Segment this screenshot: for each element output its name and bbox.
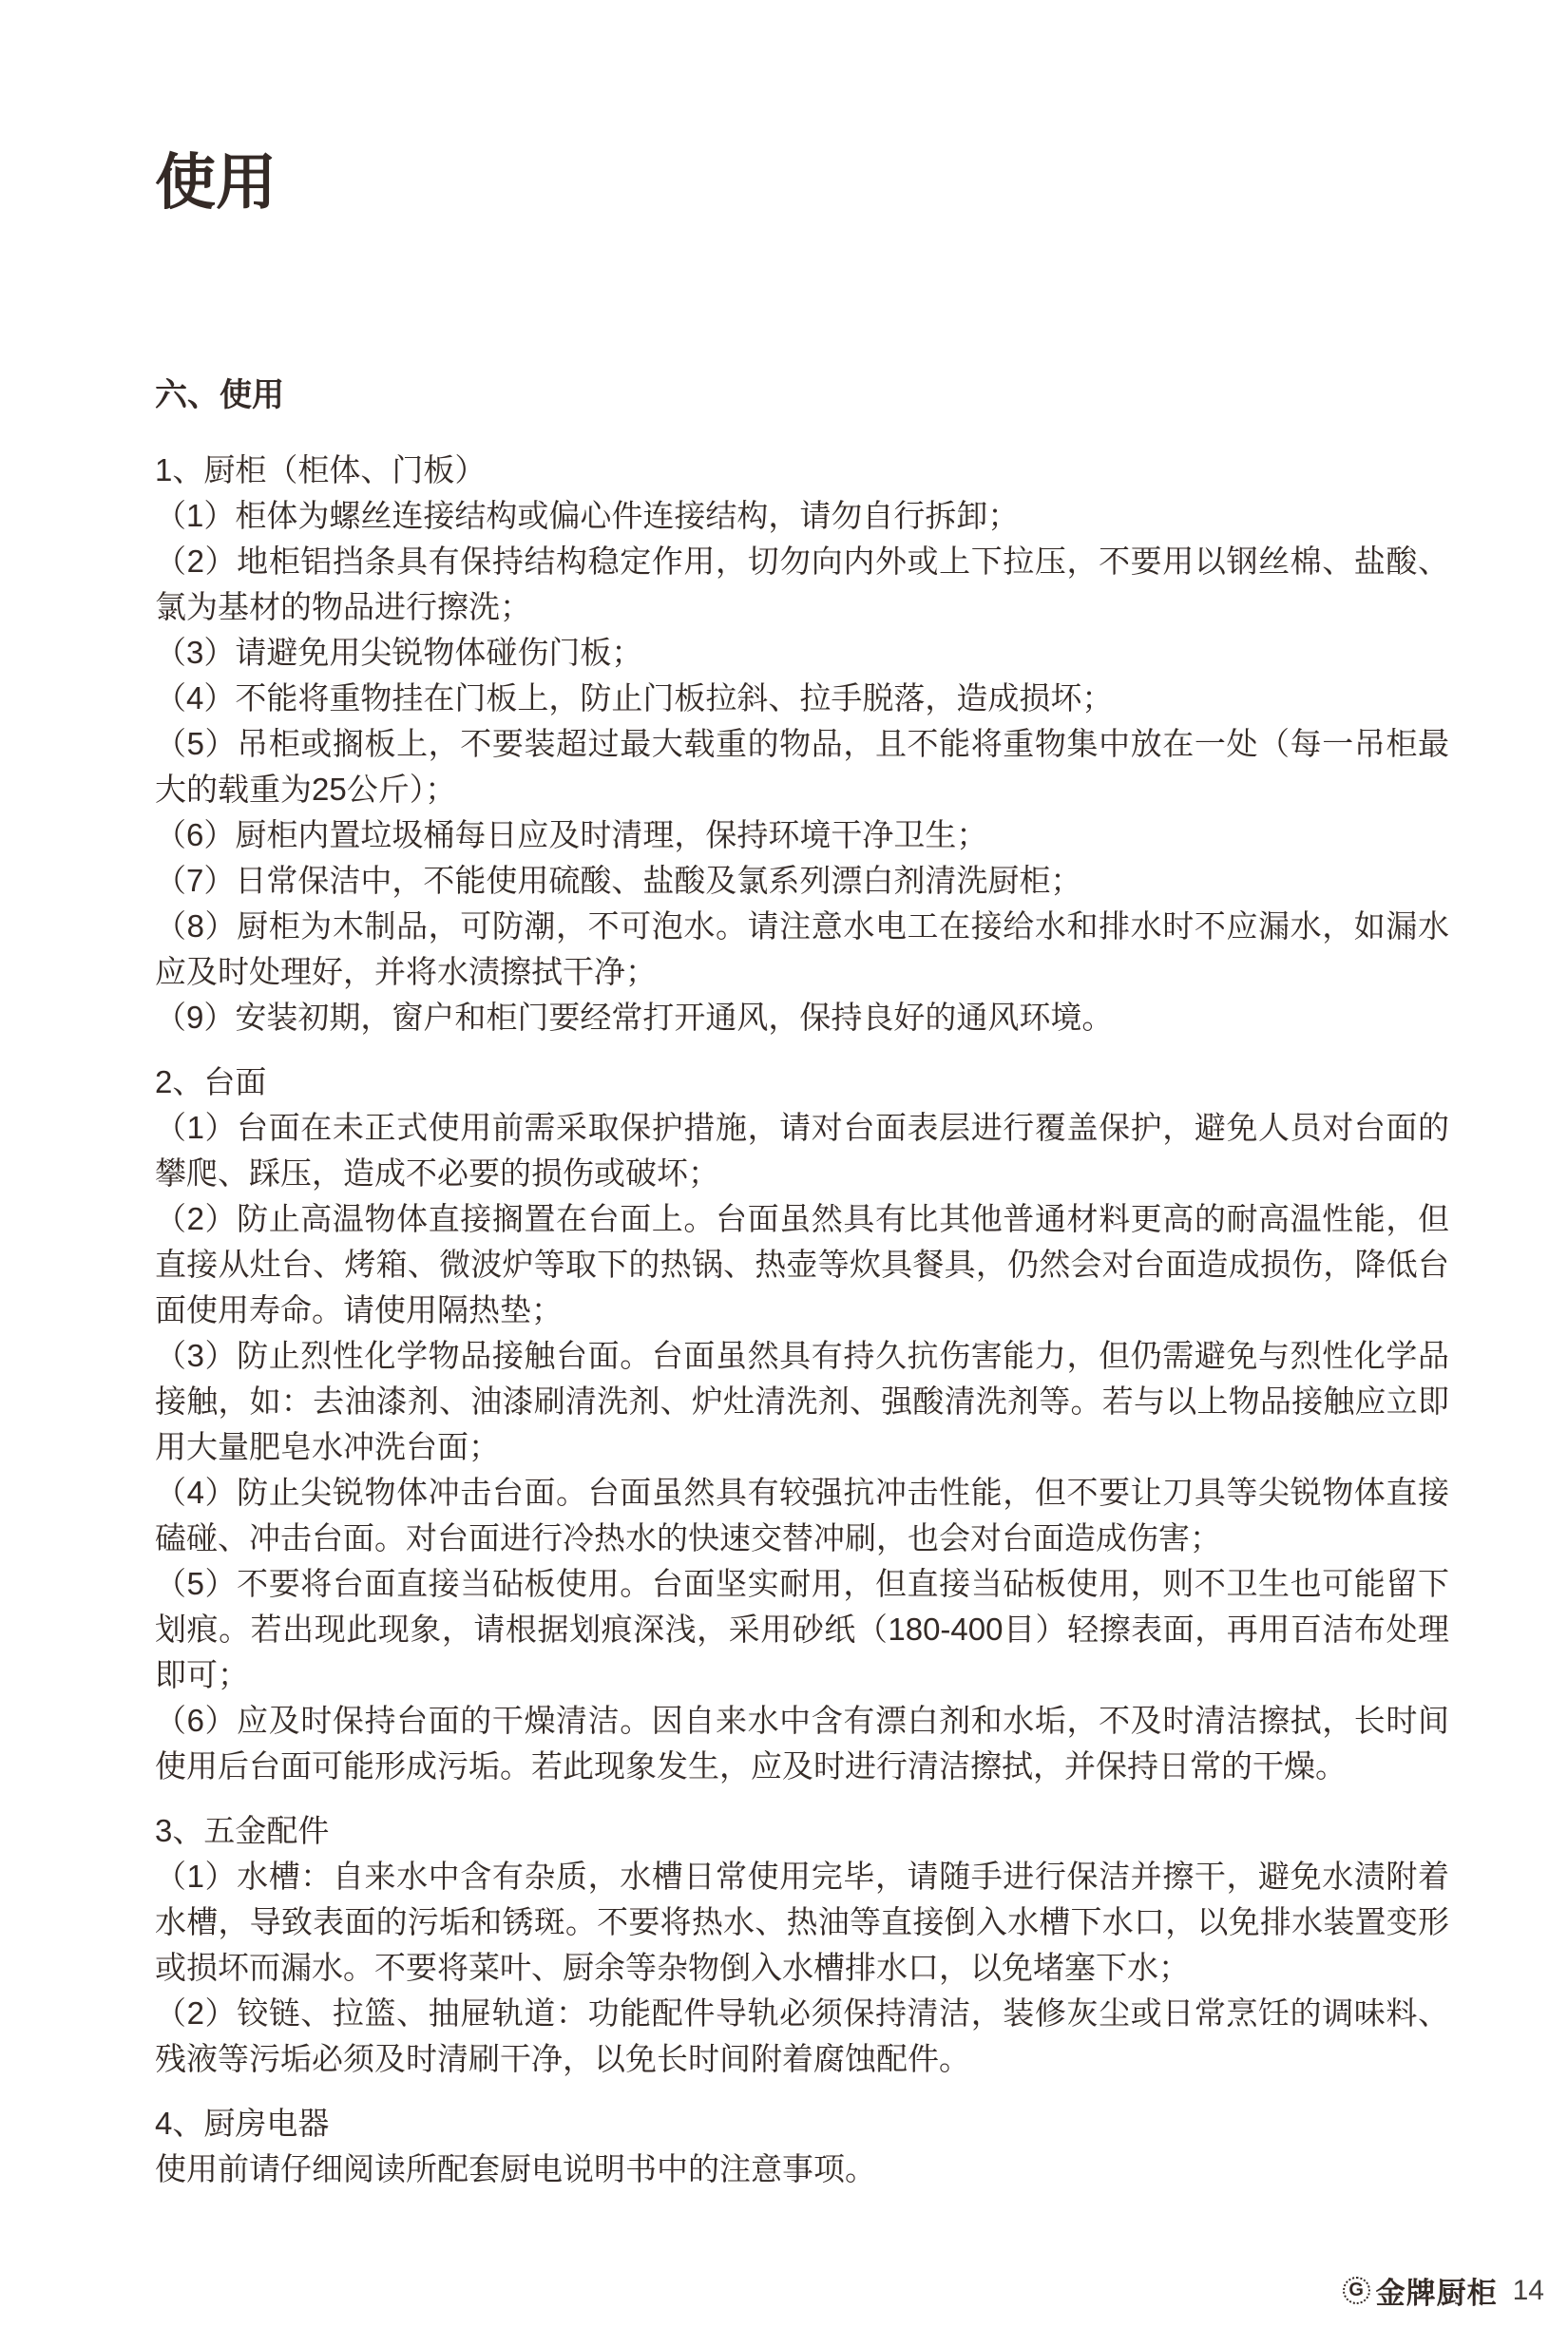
list-item: （1）水槽：自来水中含有杂质，水槽日常使用完毕，请随手进行保洁并擦干，避免水渍附着水槽，导致表面的污垢和锈斑。不要将热水、热油等直接倒入水槽下水口，以免排水装置变形或损坏而漏水。不要将菜叶、厨余等杂物倒入水槽排水口，以免堵塞下水；	[155, 1859, 1449, 1985]
list-item: （5）不要将台面直接当砧板使用。台面坚实耐用，但直接当砧板使用，则不卫生也可能留下划痕。若出现此现象，请根据划痕深浅，采用砂纸（180-400目）轻擦表面，再用百洁布处理即可；	[155, 1566, 1449, 1692]
group-appliances-heading: 4、厨房电器	[155, 2106, 330, 2141]
group-cabinet-heading: 1、厨柜（柜体、门板）	[155, 452, 487, 487]
list-item: （3）请避免用尖锐物体碰伤门板；	[155, 635, 643, 670]
group-appliances	[155, 2101, 1449, 2192]
section-heading: 六、使用	[155, 377, 284, 413]
list-item: （2）地柜铝挡条具有保持结构稳定作用，切勿向内外或上下拉压，不要用以钢丝棉、盐酸、氯为基材的物品进行擦洗；	[155, 544, 1449, 624]
page-title: 使用	[155, 148, 277, 217]
list-item: （7）日常保洁中，不能使用硫酸、盐酸及氯系列漂白剂清洗厨柜；	[155, 863, 1082, 898]
list-item: （9）安装初期，窗户和柜门要经常打开通风，保持良好的通风环境。	[155, 1000, 1114, 1035]
group-hardware-heading: 3、五金配件	[155, 1813, 330, 1848]
list-item: （4）不能将重物挂在门板上，防止门板拉斜、拉手脱落，造成损坏；	[155, 680, 1114, 716]
list-item: （5）吊柜或搁板上，不要装超过最大载重的物品，且不能将重物集中放在一处（每一吊柜最大的载重为25公斤）；	[155, 726, 1449, 807]
list-item: （3）防止烈性化学物品接触台面。台面虽然具有持久抗伤害能力，但仍需避免与烈性化学品接触，如：去油漆剂、油漆刷清洗剂、炉灶清洗剂、强酸清洗剂等。若与以上物品接触应立即用大量肥皂水冲洗台面；	[155, 1338, 1449, 1464]
document-body	[155, 448, 1449, 2192]
group-hardware	[155, 1808, 1449, 2082]
list-item: （2）防止高温物体直接搁置在台面上。台面虽然具有比其他普通材料更高的耐高温性能，但直接从灶台、烤箱、微波炉等取下的热锅、热壶等炊具餐具，仍然会对台面造成损伤，降低台面使用寿命。请使用隔热垫；	[155, 1201, 1449, 1327]
brand-logo-letter: G	[1348, 2279, 1364, 2300]
list-item: （8）厨柜为木制品，可防潮，不可泡水。请注意水电工在接给水和排水时不应漏水，如漏水应及时处理好，并将水渍擦拭干净；	[155, 908, 1449, 989]
page-footer	[1343, 2269, 1544, 2312]
list-item: （6）应及时保持台面的干燥清洁。因自来水中含有漂白剂和水垢，不及时清洁擦拭，长时间使用后台面可能形成污垢。若此现象发生，应及时进行清洁擦拭，并保持日常的干燥。	[155, 1703, 1449, 1784]
list-item: （2）铰链、拉篮、抽屉轨道：功能配件导轨必须保持清洁，装修灰尘或日常烹饪的调味料、残液等污垢必须及时清刷干净，以免长时间附着腐蚀配件。	[155, 1995, 1449, 2076]
group-countertop-heading: 2、台面	[155, 1064, 267, 1099]
group-cabinet	[155, 448, 1449, 1040]
group-countertop	[155, 1059, 1449, 1789]
list-item: 使用前请仔细阅读所配套厨电说明书中的注意事项。	[155, 2151, 876, 2186]
list-item: （4）防止尖锐物体冲击台面。台面虽然具有较强抗冲击性能，但不要让刀具等尖锐物体直接磕碰、冲击台面。对台面进行冷热水的快速交替冲刷，也会对台面造成伤害；	[155, 1475, 1449, 1555]
brand-name: 金牌厨柜	[1375, 2277, 1498, 2310]
list-item: （1）柜体为螺丝连接结构或偏心件连接结构，请勿自行拆卸；	[155, 498, 1020, 533]
page-number: 14	[1512, 2274, 1544, 2306]
brand-logo-icon	[1343, 2277, 1370, 2304]
list-item: （6）厨柜内置垃圾桶每日应及时清理，保持环境干净卫生；	[155, 817, 988, 852]
list-item: （1）台面在未正式使用前需采取保护措施，请对台面表层进行覆盖保护，避免人员对台面的攀爬、踩压，造成不必要的损伤或破坏；	[155, 1110, 1449, 1191]
